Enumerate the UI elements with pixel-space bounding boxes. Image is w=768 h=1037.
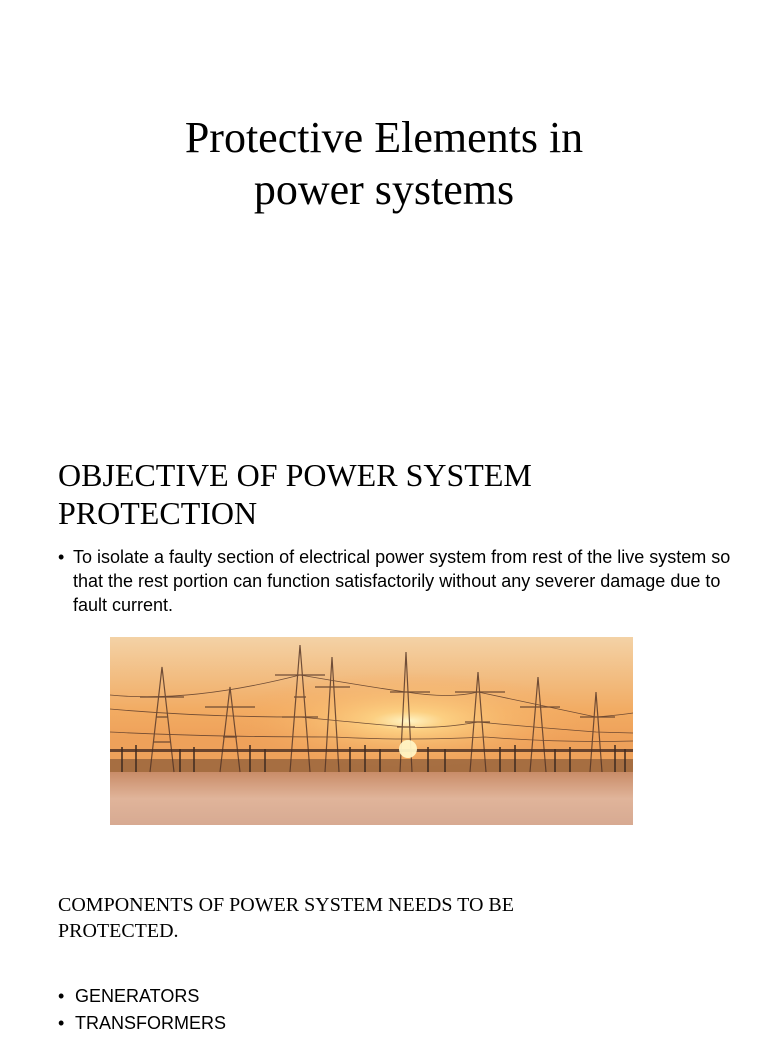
components-list xyxy=(58,983,226,1037)
slide-title xyxy=(0,112,768,216)
power-substation-photo xyxy=(110,637,633,825)
list-item-label: GENERATORS xyxy=(75,986,200,1006)
components-heading xyxy=(58,892,658,944)
list-item xyxy=(58,983,226,1010)
objective-heading-line-1: OBJECTIVE OF POWER SYSTEM xyxy=(58,457,532,493)
slide-title-line-2: power systems xyxy=(253,165,515,214)
bullet-marker: • xyxy=(58,986,65,1006)
objective-bullet-text: To isolate a faulty section of electrical power system from rest of the live system so that the rest portion can function satisfactorily without any severer damage due to fault current. xyxy=(73,547,731,615)
components-heading-line-2: PROTECTED. xyxy=(58,920,179,942)
bullet-marker: • xyxy=(58,547,65,567)
objective-heading xyxy=(58,456,738,532)
bullet-marker: • xyxy=(58,1013,65,1033)
list-item-label: TRANSFORMERS xyxy=(75,1013,227,1033)
components-heading-line-1: COMPONENTS OF POWER SYSTEM NEEDS TO BE xyxy=(58,894,514,916)
slide-title-line-1: Protective Elements in xyxy=(184,113,584,162)
objective-heading-line-2: PROTECTION xyxy=(58,495,258,531)
objective-bullet xyxy=(58,545,733,617)
